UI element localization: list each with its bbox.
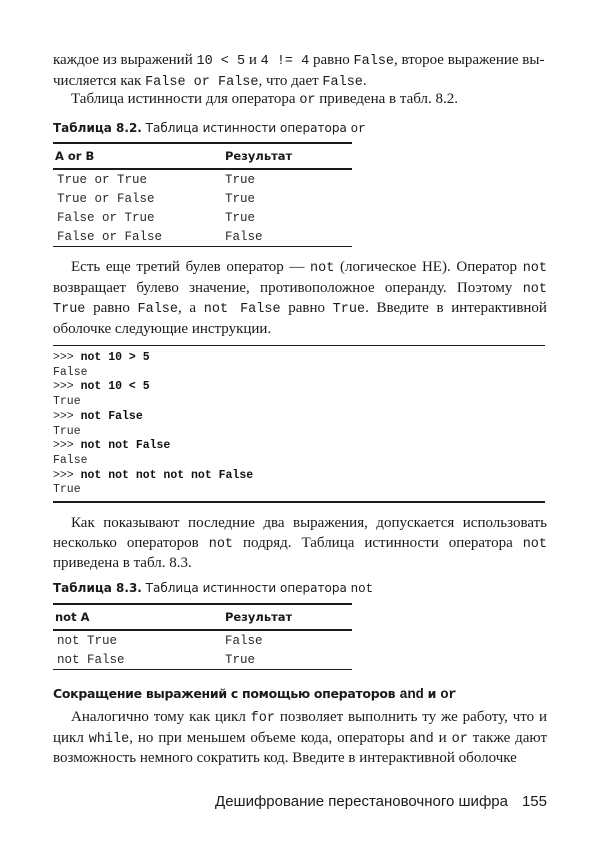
page-footer (215, 793, 547, 810)
page-number: 155 (521, 793, 547, 810)
table-cell: not True (57, 633, 118, 648)
code-listing (53, 345, 545, 503)
table-cell: not False (53, 650, 225, 670)
table-header-row (53, 143, 352, 169)
running-title: Дешифрование перестановочного шифра (215, 793, 508, 810)
paragraph-and-or-shortcut: Аналогично тому как цикл for позволяет выполнить ту же работу, что и цикл while, но при меньшем объеме кода, операторы and и or также дают возможность немного сократить код. Введите в интерактивной оболочке (53, 709, 547, 766)
code-output: False (53, 365, 88, 379)
column-header-a-or-b: A or B (53, 143, 225, 169)
table-header-row (53, 604, 352, 630)
table-cell: True (225, 650, 352, 670)
code-line: >>> not not False (53, 439, 171, 453)
table-cell: True (225, 191, 256, 206)
column-header-result: Результат (225, 604, 352, 630)
table-row (53, 169, 352, 189)
paragraph-multiple-not: Как показывают последние два выражения, допускается использовать несколько операторов not подряд. Таблица истинности оператора not приведена в табл. 8.3. (53, 515, 547, 571)
table-cell: False (225, 633, 263, 648)
table-cell: False (225, 227, 352, 247)
table-cell: True (225, 172, 256, 187)
table-cell: False or True (57, 210, 155, 225)
table-row (53, 227, 352, 247)
code-output: True (53, 483, 81, 497)
paragraph-not-operator: Есть еще третий булев оператор — not (логическое НЕ). Оператор not возвращает булево значение, противоположное операнду. Поэтому not True равно False, а not False равно True. Введите в интерактивной оболочке следующие инструкции. (53, 259, 547, 337)
column-header-result: Результат (225, 143, 352, 169)
truth-table-or (53, 142, 352, 247)
table-cell: False or False (53, 227, 225, 247)
table-cell: True (225, 210, 256, 225)
column-header-not-a: not A (53, 604, 225, 630)
table-row (53, 630, 352, 650)
paragraph-table-ref: Таблица истинности для оператора or приведена в табл. 8.2. (71, 91, 458, 108)
code-line: >>> not not not not not False (53, 468, 254, 482)
section-heading: Сокращение выражений с помощью операторов and и or (53, 686, 457, 703)
code-output: True (53, 424, 81, 438)
paragraph-continuation: каждое из выражений 10 < 5 и 4 != 4 равно False, второе выражение вы- числяется как False or False, что дает False. (53, 52, 545, 90)
code-output: False (53, 453, 88, 467)
table-cell: True or True (57, 172, 148, 187)
code-output: True (53, 395, 81, 409)
table-row (53, 208, 352, 227)
code-line: >>> not 10 < 5 (53, 380, 150, 394)
truth-table-not (53, 603, 352, 670)
table-cell: True or False (57, 191, 155, 206)
code-line: >>> not False (53, 409, 143, 423)
table-caption-8-2: Таблица 8.2. Таблица истинности оператора or (53, 121, 366, 136)
table-caption-8-3: Таблица 8.3. Таблица истинности оператора not (53, 581, 374, 596)
table-row (53, 189, 352, 208)
table-row (53, 650, 352, 670)
code-line: >>> not 10 > 5 (53, 351, 150, 364)
